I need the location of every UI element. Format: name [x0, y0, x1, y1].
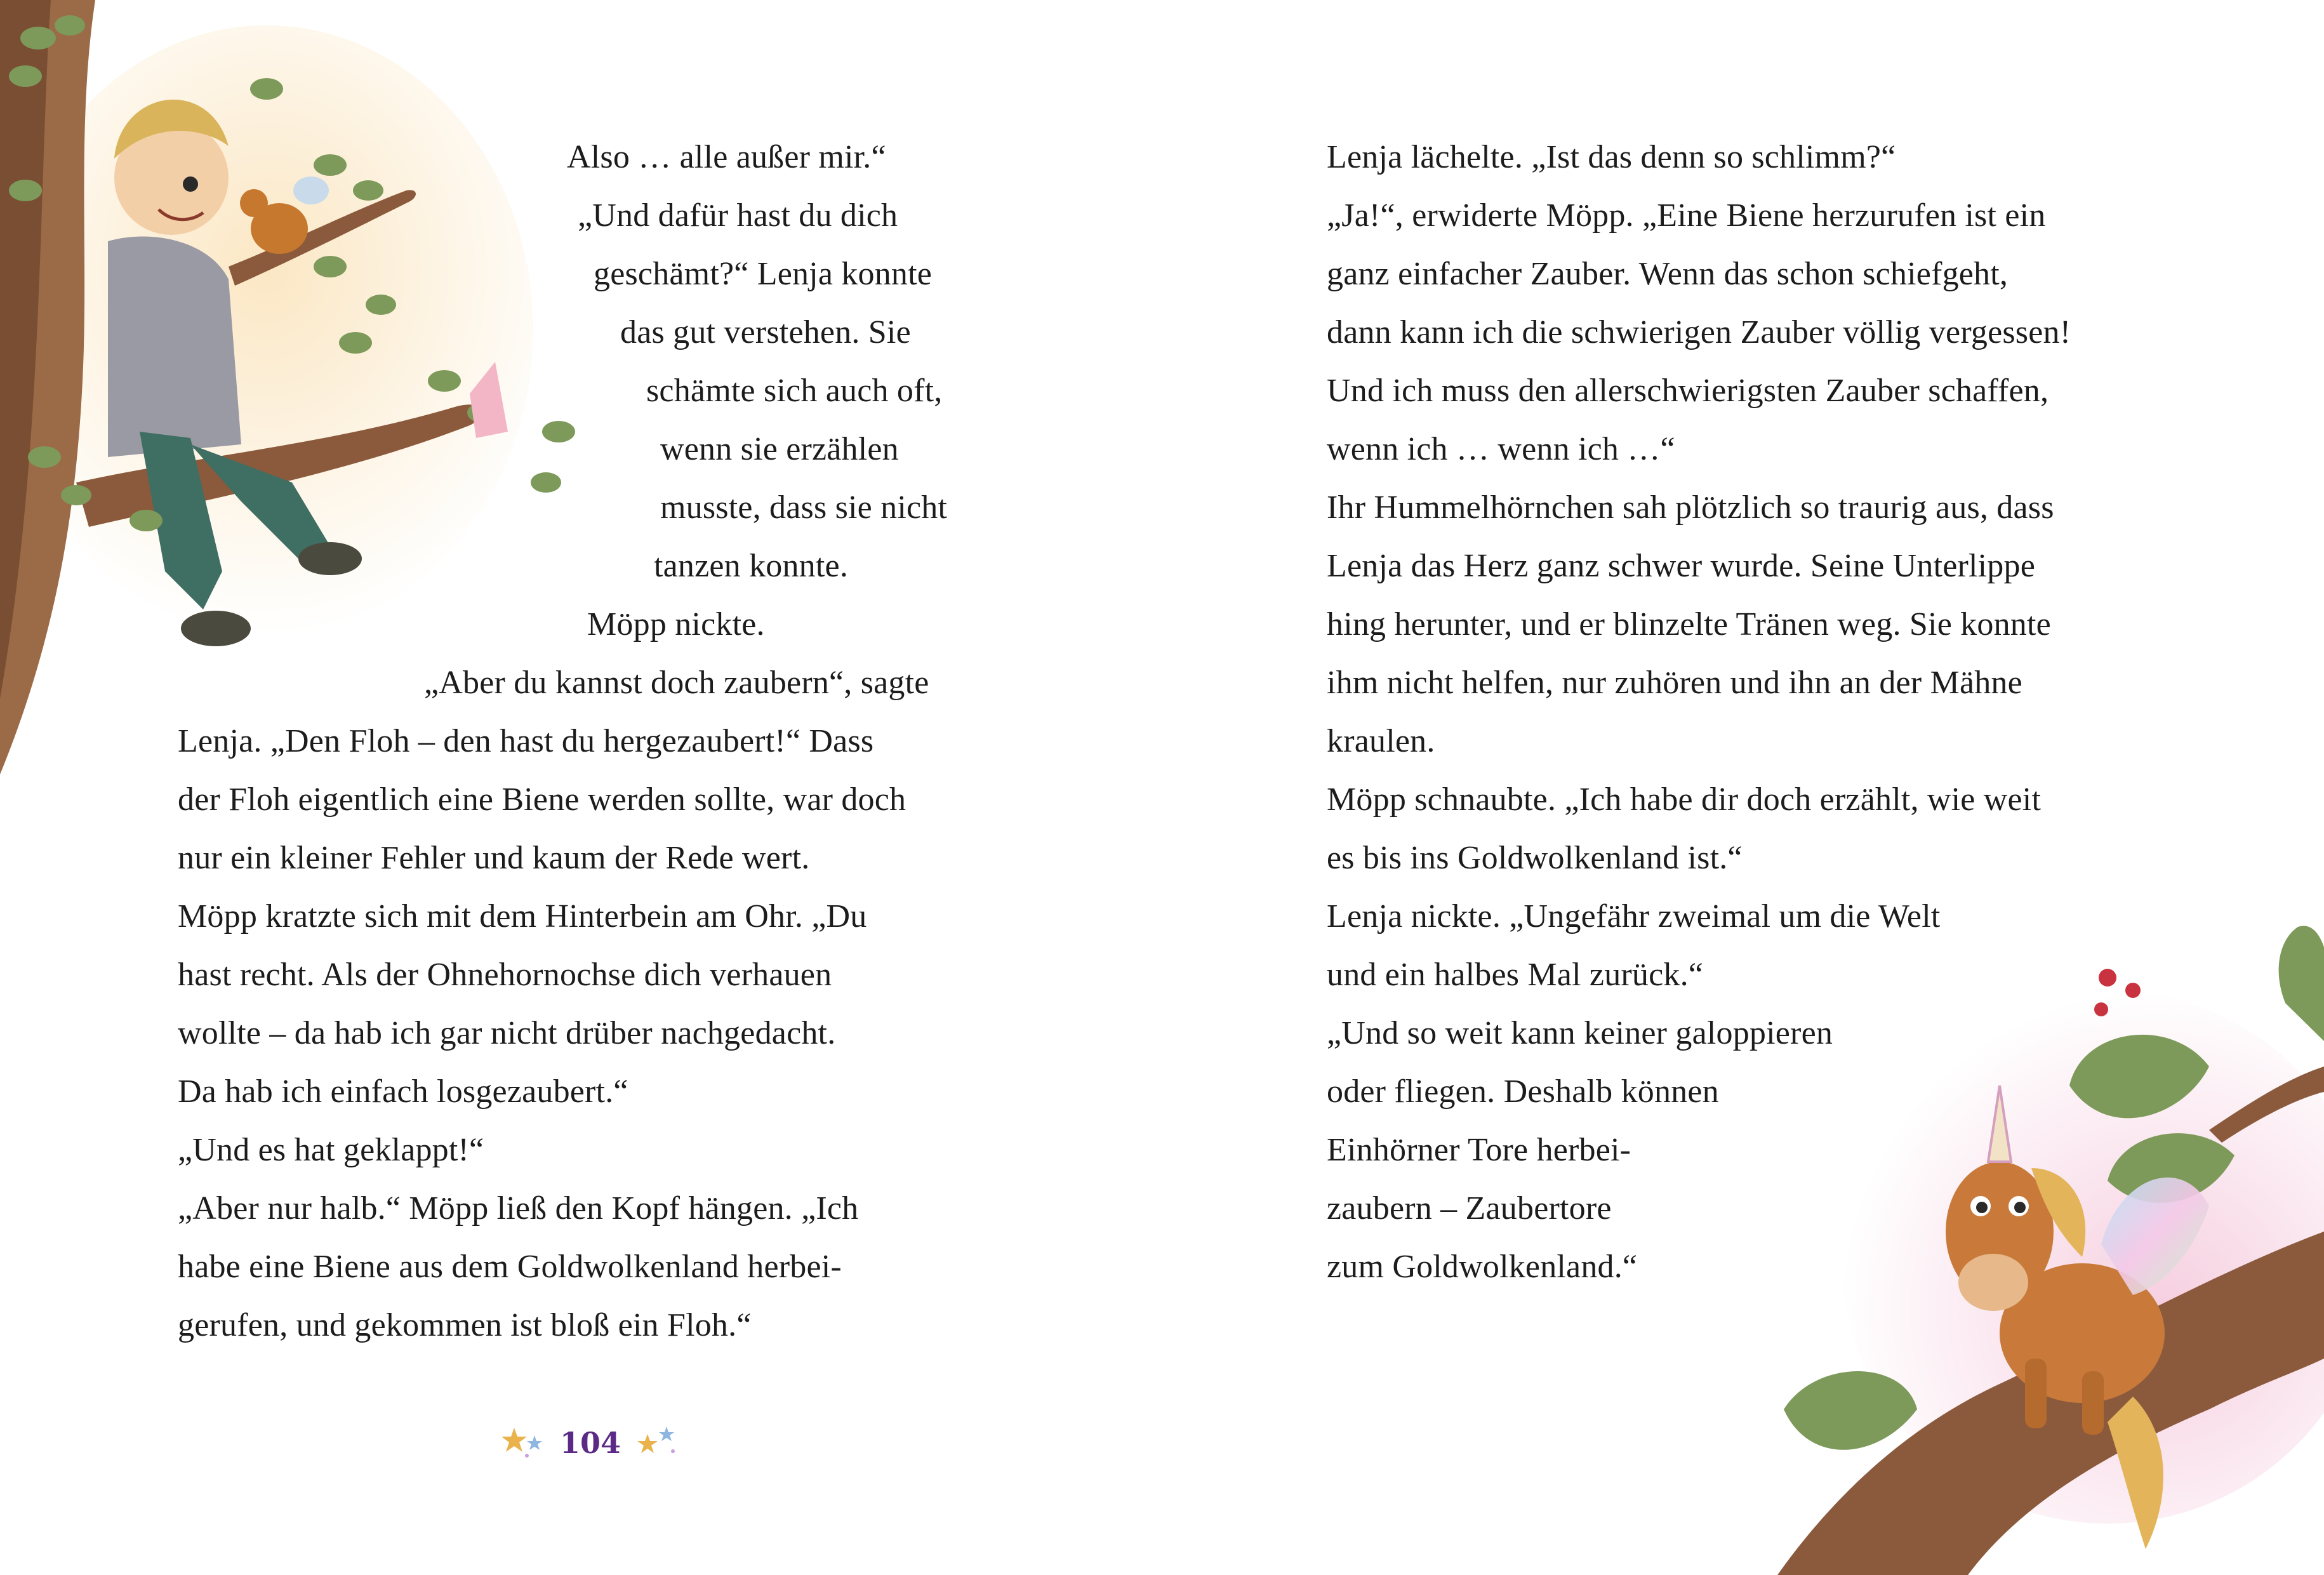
text-line: habe eine Biene aus dem Goldwolkenland herbei-: [178, 1249, 842, 1285]
text-line: „Ja!“, erwiderte Möpp. „Eine Biene herzurufen ist ein: [1327, 197, 2046, 234]
text-line: Möpp schnaubte. „Ich habe dir doch erzählt, wie weit: [1327, 781, 2042, 818]
text-line: es bis ins Goldwolkenland ist.“: [1327, 840, 1743, 876]
text-line: „Und es hat geklappt!“: [178, 1132, 484, 1168]
text-line: Möpp nickte.: [587, 606, 765, 642]
text-line: und ein halbes Mal zurück.“: [1327, 957, 1704, 993]
text-line: „Und dafür hast du dich: [578, 197, 898, 234]
text-line: Ihr Hummelhörnchen sah plötzlich so traurig aus, dass: [1327, 489, 2054, 526]
text-line: „Aber du kannst doch zaubern“, sagte: [424, 665, 929, 701]
text-line: dann kann ich die schwierigen Zauber völlig vergessen!: [1327, 314, 2071, 350]
text-line: das gut verstehen. Sie: [620, 314, 911, 350]
text-line: Lenja. „Den Floh – den hast du hergezaubert!“ Dass: [178, 723, 874, 759]
text-line: Da hab ich einfach losgezaubert.“: [178, 1073, 628, 1110]
unicorn-on-branch-illustration: [1727, 876, 2324, 1575]
page-number-footer: [495, 1421, 686, 1465]
text-line: zaubern – Zaubertore: [1327, 1190, 1612, 1226]
text-line: Einhörner Tore herbei-: [1327, 1132, 1631, 1168]
text-line: Also … alle außer mir.“: [567, 139, 886, 175]
text-line: „Und so weit kann keiner galoppieren: [1327, 1015, 1833, 1051]
text-line: wenn sie erzählen: [660, 431, 899, 467]
text-line: hing herunter, und er blinzelte Tränen weg. Sie konnte: [1327, 606, 2051, 642]
right-page: [1162, 0, 2324, 1575]
star-icon: [501, 1423, 546, 1464]
text-line: hast recht. Als der Ohnehornochse dich verhauen: [178, 957, 832, 993]
text-line: oder fliegen. Deshalb können: [1327, 1073, 1719, 1110]
text-line: gerufen, und gekommen ist bloß ein Floh.“: [178, 1307, 752, 1343]
text-line: ganz einfacher Zauber. Wenn das schon schiefgeht,: [1327, 256, 2009, 292]
text-line: wollte – da hab ich gar nicht drüber nachgedacht.: [178, 1015, 836, 1051]
star-icon: [635, 1423, 679, 1464]
page-number: 104: [559, 1426, 621, 1460]
text-line: Möpp kratzte sich mit dem Hinterbein am Ohr. „Du: [178, 898, 867, 934]
text-line: Lenja nickte. „Ungefähr zweimal um die Welt: [1327, 898, 1941, 934]
text-line: „Aber nur halb.“ Möpp ließ den Kopf hängen. „Ich: [178, 1190, 859, 1226]
text-line: Lenja lächelte. „Ist das denn so schlimm?“: [1327, 139, 1896, 175]
text-line: schämte sich auch oft,: [646, 373, 943, 409]
text-line: nur ein kleiner Fehler und kaum der Rede wert.: [178, 840, 810, 876]
text-line: tanzen konnte.: [654, 548, 849, 584]
text-line: kraulen.: [1327, 723, 1435, 759]
text-line: wenn ich … wenn ich …“: [1327, 431, 1675, 467]
text-line: ihm nicht helfen, nur zuhören und ihn an der Mähne: [1327, 665, 2022, 701]
text-line: der Floh eigentlich eine Biene werden sollte, war doch: [178, 781, 906, 818]
text-line: Und ich muss den allerschwierigsten Zauber schaffen,: [1327, 373, 2049, 409]
text-line: geschämt?“ Lenja konnte: [594, 256, 933, 292]
text-line: Lenja das Herz ganz schwer wurde. Seine Unterlippe: [1327, 548, 2035, 584]
text-line: musste, dass sie nicht: [660, 489, 948, 526]
text-line: zum Goldwolkenland.“: [1327, 1249, 1638, 1285]
girl-in-tree-illustration: [0, 0, 622, 774]
